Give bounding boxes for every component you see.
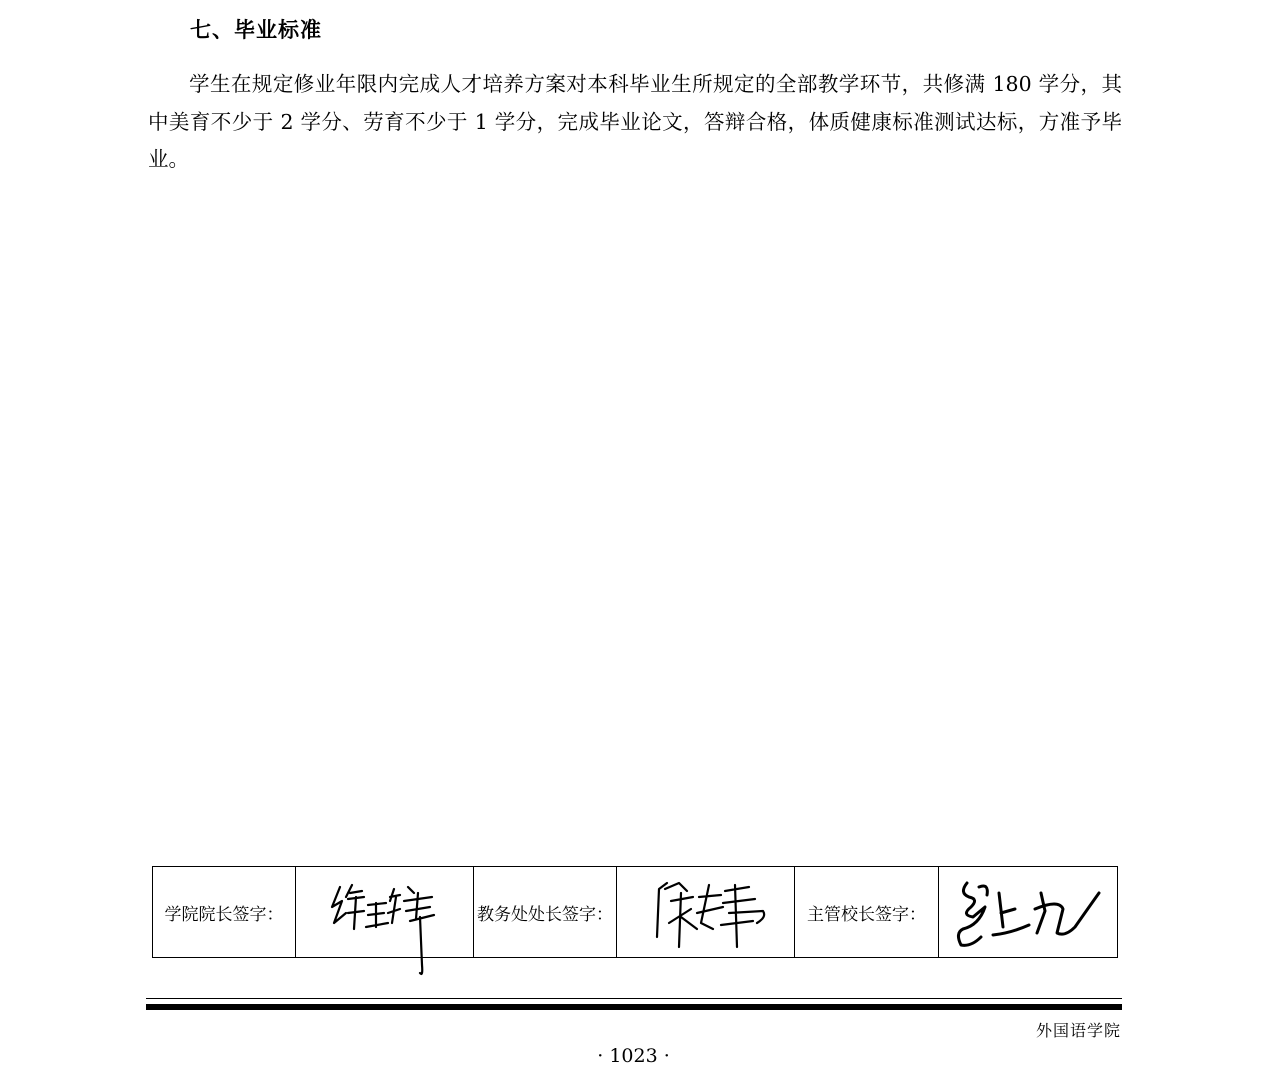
vice-president-signature-image	[939, 867, 1118, 977]
dean-signature	[296, 867, 474, 958]
footer-college-name: 外国语学院	[1035, 1021, 1121, 1040]
vice-president-signature	[939, 867, 1118, 958]
footer-rule-thick	[146, 1004, 1122, 1010]
signature-row	[153, 867, 1118, 958]
academic-affairs-signature-label: 教务处处长签字：	[474, 867, 617, 958]
graduation-standard-paragraph: 学生在规定修业年限内完成人才培养方案对本科毕业生所规定的全部教学环节，共修满 180 学分，其中美育不少于 2 学分、劳育不少于 1 学分，完成毕业论文，答辩合格，体质健康标准测试达标，方准予毕业。	[148, 72, 1122, 171]
dean-signature-label: 学院院长签字：	[153, 867, 296, 958]
vice-president-signature-label: 主管校长签字：	[795, 867, 939, 958]
academic-affairs-signature	[617, 867, 795, 958]
signature-table	[152, 866, 1118, 958]
page-number: · 1023 ·	[597, 1045, 670, 1067]
footer-rule-thin	[146, 998, 1122, 999]
section-title: 七、毕业标准	[190, 18, 322, 42]
dean-signature-image	[296, 867, 474, 977]
academic-affairs-signature-image	[617, 867, 795, 977]
